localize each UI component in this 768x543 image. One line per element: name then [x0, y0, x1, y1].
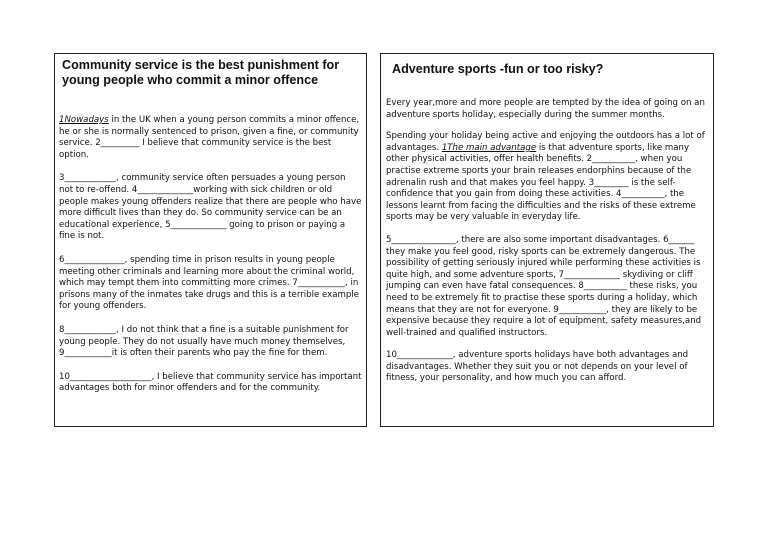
right-paragraph-3: 5_______________, there are also some important disadvantages. 6______ they make you feel good, risky sports can be extremely dangerous. The possibility of getting seriously injured while performing these activities is quite high, and some adventure sports, 7_____________ skydiving or cliff jumping can even have fatal consequences. 8__________ these risks, you need to be extremely fit to practise these sports during a holiday, which means that they are not for everyone. 9___________, they are likely to be expensive because they require a lot of equipment, safety measures,and well-trained and qualified instructors. [386, 234, 702, 338]
spacer [386, 224, 709, 235]
right-paragraph-4: 10_____________, adventure sports holidays have both advantages and disadvantages. Whether they suit you or not depends on your level of fitness, your personality, and how much you can afford. [386, 350, 689, 384]
right-p2-a: Spending your holiday being active and enjoying the outdoors has a lot of advantages. [386, 131, 705, 153]
spacer [386, 121, 709, 131]
left-paragraph-5: 10___________________, I believe that community service has important advantages both for minor offenders and for the community. [59, 371, 362, 394]
right-worksheet-card [380, 53, 714, 427]
right-paragraph-2 [386, 131, 709, 224]
left-paragraph-2: 3____________, community service often persuades a young person not to re-offend. 4_____________working with sick children or old people makes young offenders realize that there are people who have more difficult lives than they do. So community service can be an educational experience, 5_____________ going to prison or paying a fine is not. [59, 173, 362, 242]
left-paragraph-3: 6______________, spending time in prison results in young people meeting other criminals and learning more about the criminal world, which may tempt them into committing more crimes. 7___________, in prisons many of the inmates take drugs and this is a terrible example for young offenders. [59, 254, 359, 312]
spacer [59, 360, 362, 372]
spacer [386, 339, 709, 350]
spacer [59, 313, 362, 325]
spacer [59, 243, 362, 255]
right-title: Adventure sports -fun or too risky? [392, 62, 604, 76]
spacer [386, 77, 709, 98]
left-p1-rest: in the UK when a young person commits a minor offence, he or she is normally sentenced to prison, given a fine, or community service. 2_________ I believe that community service is the best option. [59, 115, 360, 160]
left-paragraph-1 [59, 115, 362, 161]
right-paragraph-1: Every year,more and more people are tempted by the idea of going on an adventure sports holiday, especially during the summer months. [386, 98, 705, 120]
left-title: Community service is the best punishment for young people who commit a minor offence [62, 58, 340, 87]
spacer [59, 161, 362, 173]
left-paragraph-4: 8____________, I do not think that a fine is a suitable punishment for young people. They do not usually have much money themselves, 9___________it is often their parents who pay the fine for them. [59, 324, 349, 359]
right-p2-lead: 1The main advantage [441, 142, 537, 153]
right-p2-b: is that adventure sports, like many other physical activities, offer health benefits. 2__________, when you practise extreme sports your brain releases endorphins because of the adrenalin rush and that makes you feel happy. 3________ is the self-confidence that you gain from doing these activities. 4__________, the lessons learnt from facing the difficulties and the risks of these extreme sports may be very valuable in everyday life. [386, 142, 696, 223]
left-worksheet-card [54, 53, 367, 427]
left-p1-lead: 1Nowadays [59, 115, 109, 125]
spacer [59, 88, 362, 115]
